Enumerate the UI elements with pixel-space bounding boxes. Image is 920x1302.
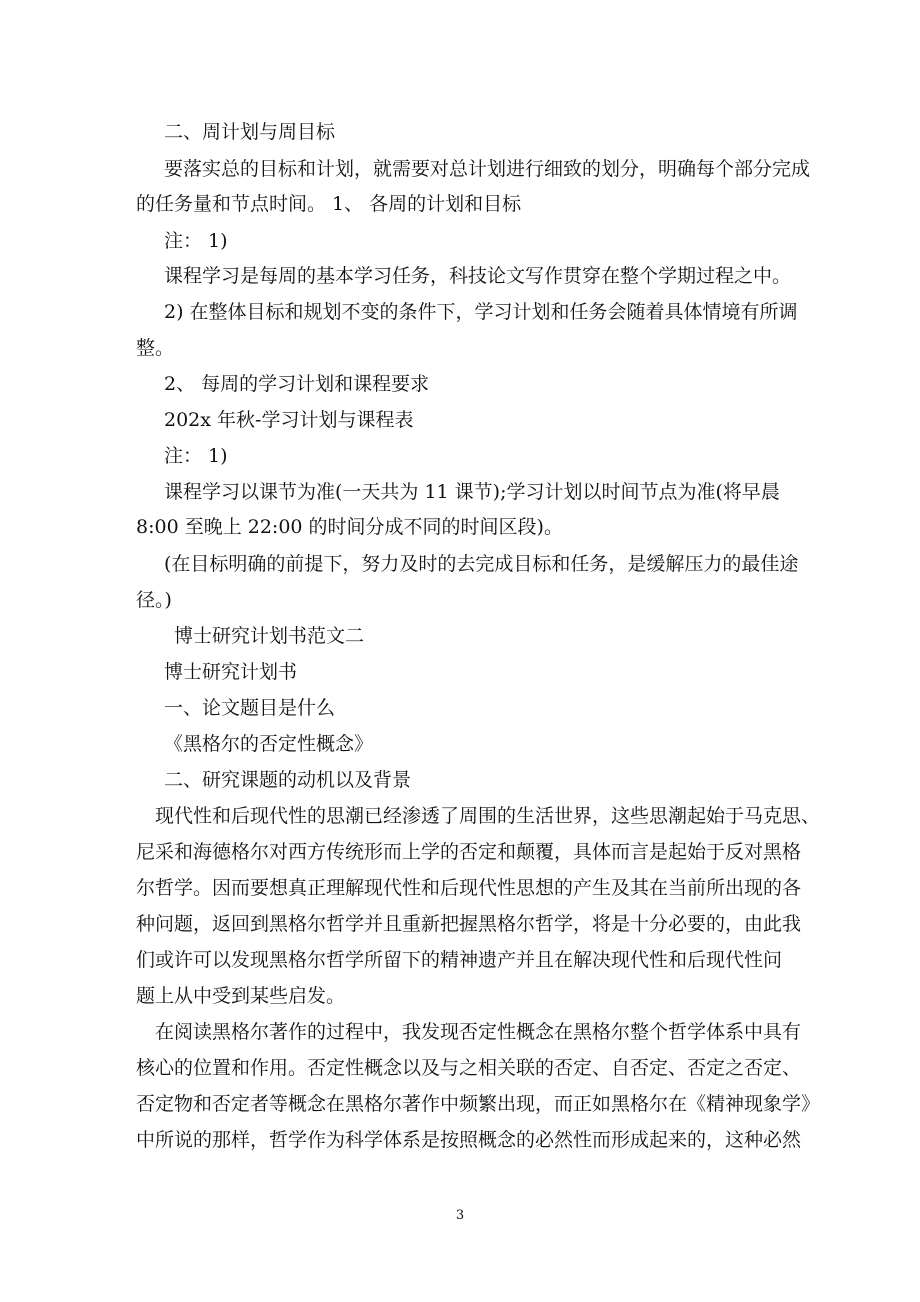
paragraph-line: 尔哲学。因而要想真正理解现代性和后现代性思想的产生及其在当前所出现的各 <box>136 877 802 899</box>
paragraph-line: 课程学习是每周的基本学习任务，科技论文写作贯穿在整个学期过程之中。 <box>164 265 792 287</box>
paragraph-line: 的任务量和节点时间。 1、 各周的计划和目标 <box>136 193 522 215</box>
page-number: 3 <box>455 1208 465 1223</box>
paragraph-line: 中所说的那样，哲学作为科学体系是按照概念的必然性而形成起来的，这种必然 <box>136 1129 802 1151</box>
section-heading: 二、研究课题的动机以及背景 <box>164 769 412 791</box>
section-heading: 2、 每周的学习计划和课程要求 <box>164 373 430 395</box>
document-subtitle: 博士研究计划书 <box>164 661 298 683</box>
paragraph-line: (在目标明确的前提下，努力及时的去完成目标和任务，是缓解压力的最佳途 <box>164 553 799 575</box>
paragraph-line: 题上从中受到某些启发。 <box>136 985 346 1007</box>
paragraph-line: 们或许可以发现黑格尔哲学所留下的精神遗产并且在解决现代性和后现代性问 <box>136 949 783 971</box>
paragraph-line: 8:00 至晚上 22:00 的时间分成不同的时间区段)。 <box>136 516 563 538</box>
note-label: 注： 1) <box>164 230 228 252</box>
paragraph-line: 种问题，返回到黑格尔哲学并且重新把握黑格尔哲学，将是十分必要的，由此我 <box>136 913 802 935</box>
thesis-title: 《黑格尔的否定性概念》 <box>164 733 374 755</box>
paragraph-line: 在阅读黑格尔著作的过程中，我发现否定性概念在黑格尔整个哲学体系中具有 <box>155 1021 802 1043</box>
paragraph-line: 整。 <box>136 337 175 359</box>
note-label: 注： 1) <box>164 445 228 467</box>
paragraph-line: 2) 在整体目标和规划不变的条件下，学习计划和任务会随着具体情境有所调 <box>164 301 798 323</box>
document-title: 博士研究计划书范文二 <box>174 625 365 647</box>
paragraph-line: 现代性和后现代性的思潮已经渗透了周围的生活世界，这些思潮起始于马克思、 <box>155 805 821 827</box>
paragraph-line: 否定物和否定者等概念在黑格尔著作中频繁出现，而正如黑格尔在《精神现象学》 <box>136 1093 821 1115</box>
paragraph-line: 核心的位置和作用。否定性概念以及与之相关联的否定、自否定、否定之否定、 <box>136 1057 802 1079</box>
section-heading: 二、周计划与周目标 <box>164 121 336 143</box>
section-heading: 一、论文题目是什么 <box>164 697 336 719</box>
paragraph-line: 要落实总的目标和计划，就需要对总计划进行细致的划分，明确每个部分完成 <box>164 158 811 180</box>
paragraph-line: 尼采和海德格尔对西方传统形而上学的否定和颠覆，具体而言是起始于反对黑格 <box>136 841 802 863</box>
paragraph-line: 径。) <box>136 589 172 611</box>
table-caption: 202x 年秋-学习计划与课程表 <box>164 409 414 431</box>
paragraph-line: 课程学习以课节为准(一天共为 11 课节);学习计划以时间节点为准(将早晨 <box>164 481 780 503</box>
